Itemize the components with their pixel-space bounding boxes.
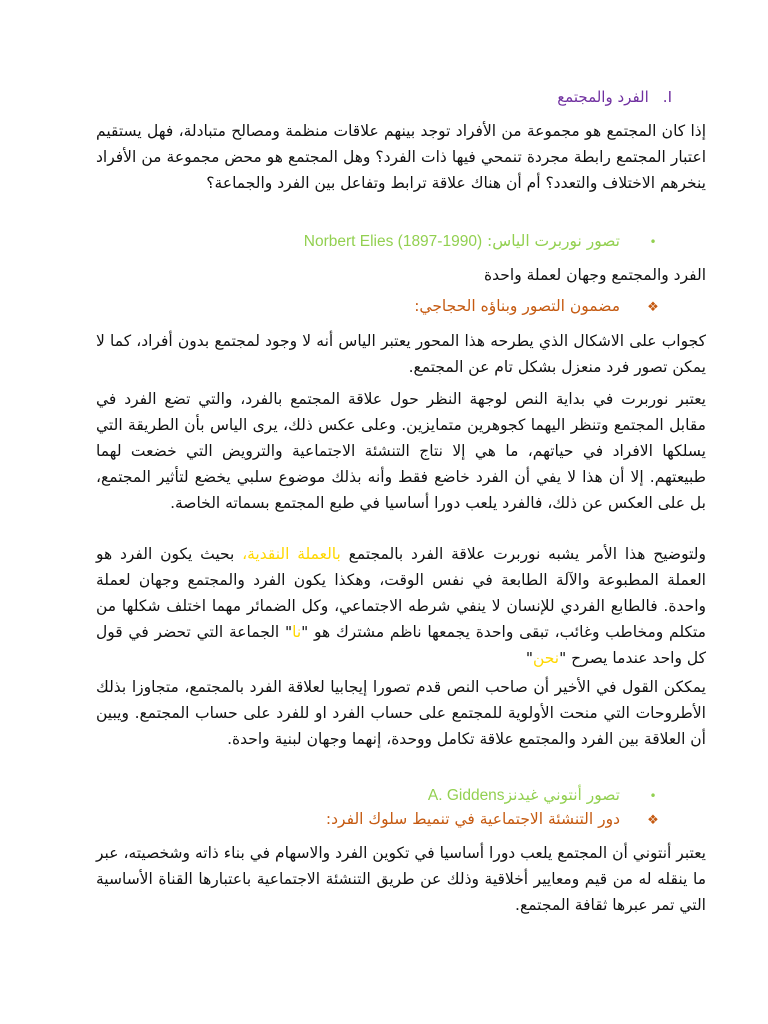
- elias-paragraph-3: [96, 541, 706, 671]
- elias-content-bullet: [414, 294, 668, 320]
- giddens-role-bullet: [326, 807, 668, 833]
- heading-number: I.: [662, 88, 672, 106]
- giddens-role-label: دور التنشئة الاجتماعية في تنميط سلوك الفرد:: [325, 810, 620, 828]
- elias-bullet-arabic: تصور نوربرت الياس:: [487, 232, 620, 250]
- bullet-dot-icon: •: [649, 235, 657, 249]
- elias-bullet-latin: Norbert Elies (1897-1990): [303, 233, 483, 250]
- giddens-paragraph-1: يعتبر أنتوني أن المجتمع يلعب دورا أساسيا في تكوين الفرد والاسهام في بناء ذاته وشخصيته، عبر ما ينقله له من قيم ومعايير أخلاقية وذلك عن طريق التنشئة الاجتماعية باعتبارها القناة الأساسية التي تمر عبرها ثقافة المجتمع.: [96, 844, 706, 914]
- elias-answer-paragraph: كجواب على الاشكال الذي يطرحه هذا المحور يعتبر الياس أنه لا وجود لمجتمع بدون أفراد، كما لا يمكن تصور فرد منعزل بشكل تام عن المجتمع.: [96, 332, 706, 376]
- p3-text-4: ": [525, 649, 533, 667]
- bullet-diamond-icon: ❖: [647, 813, 659, 828]
- elias-subtitle: الفرد والمجتمع وجهان لعملة واحدة: [484, 266, 706, 284]
- p3-highlight-coin: بالعملة النقدية،: [242, 545, 341, 563]
- heading-title: الفرد والمجتمع: [557, 88, 649, 106]
- p3-text-1: ولتوضيح هذا الأمر يشبه نوربرت علاقة الفرد بالمجتمع: [340, 545, 706, 563]
- p3-highlight-na: نا: [292, 623, 302, 641]
- elias-paragraph-2: يعتبر نوربرت في بداية النص لوجهة النظر حول علاقة المجتمع بالفرد، والتي تضع الفرد في مقابل المجتمع وتنظر اليهما كجوهرين متمايزين. وعلى عكس ذلك، يرى الياس بأن الطريقة التي يسلكها الافراد في حياتهم، ما هي إلا نتاج التنشئة الاجتماعية والترويض التي خضعت لهما طبيعتهم. إلا أن هذا لا يفي أن الفرد خاضع فقط وأنه بذلك موضوع سلبي يخضع لتأثير المجتمع، بل على العكس عن ذلك، فالفرد يلعب دورا أساسيا في طبع المجتمع بسماته الخاصة.: [96, 390, 706, 512]
- elias-content-label: مضمون التصور وبناؤه الحجاجي:: [414, 297, 620, 315]
- p3-text-2: بحيث يكون الفرد هو العملة المطبوعة والآلة الطابعة في نفس الوقت، وهكذا يكون الفرد والمجتمع وجهان لعملة واحدة. فالطابع الفردي للإنسان لا ينفي شرطه الاجتماعي، وكل الضمائر مهما اختلف شكلها من متكلم ومخاطب وغائب، تبقى واحدة يجمعها ناظم مشترك هو ": [96, 545, 706, 641]
- elias-bullet: [304, 229, 668, 254]
- p3-text-3: " الجماعة التي تحضر في قول كل واحد عندما يصرح ": [96, 623, 706, 667]
- elias-conclusion-paragraph: يمككن القول في الأخير أن صاحب النص قدم تصورا إيجابيا لعلاقة الفرد بالمجتمع، متجاوزا بذلك الأطروحات التي منحت الأولوية للمجتمع على حساب الفرد او للفرد على حساب المجتمع. ويبين أن العلاقة بين الفرد والمجتمع علاقة تكامل ووحدة، إنهما وجهان لبنية واحدة.: [96, 678, 706, 748]
- giddens-bullet-arabic: تصور أنتوني غيدنز: [504, 786, 620, 804]
- bullet-diamond-icon: ❖: [647, 300, 659, 315]
- giddens-bullet: [428, 783, 668, 808]
- intro-paragraph: إذا كان المجتمع هو مجموعة من الأفراد توجد بينهم علاقات منظمة ومصالح متبادلة، فهل يستقيم اعتبار المجتمع رابطة مجردة تنمحي فيها ذات الفرد؟ وهل المجتمع هو محض مجموعة من الأفراد ينخرهم الاختلاف والتعدد؟ أم أن هناك علاقة ترابط وتفاعل بين الفرد والجماعة؟: [96, 122, 706, 192]
- giddens-bullet-latin: A. Giddens: [427, 787, 505, 804]
- section-heading: [557, 88, 672, 106]
- p3-highlight-nahnu: نحن: [533, 649, 560, 667]
- bullet-dot-icon: •: [649, 789, 657, 803]
